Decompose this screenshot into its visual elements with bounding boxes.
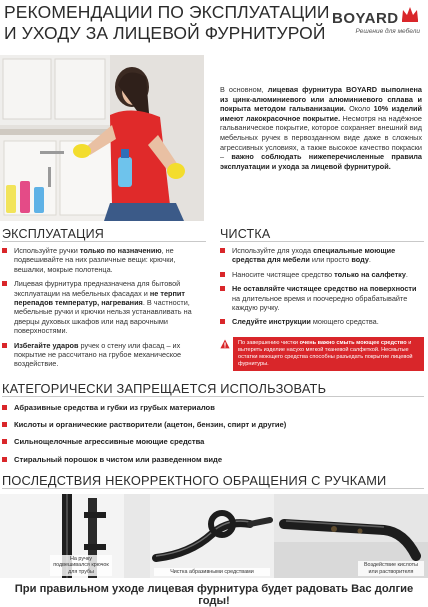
- warning-text: и вытереть изделие насухо мягкой тканевой салфеткой. Несмытые остатки моющего средства способны разъедать покрытие лицевой фурнитуры.: [238, 340, 413, 367]
- item-bold: Следуйте инструкции: [232, 317, 311, 327]
- intro-text-2: Около: [345, 104, 374, 114]
- cleaning-divider: [220, 241, 424, 242]
- damaged-handle-photo-3: [274, 494, 428, 578]
- page-header: [0, 0, 428, 52]
- item-text: или просто: [309, 255, 352, 265]
- consequences-heading: ПОСЛЕДСТВИЯ НЕКОРРЕКТНОГО ОБРАЩЕНИЯ С РУЧКАМИ: [2, 473, 387, 488]
- footer-slogan: При правильном уходе лицевая фурнитура будет радовать Вас долгие годы!: [14, 583, 414, 607]
- item-text: на длительное время и поочередно обрабатывайте каждую ручку.: [232, 293, 408, 313]
- cleaning-warning: [220, 337, 424, 371]
- cleaning-item: [220, 317, 424, 326]
- cleaning-list: [220, 246, 424, 332]
- forbidden-divider: [2, 396, 424, 397]
- exploitation-item: [2, 279, 206, 335]
- crown-icon: [401, 6, 419, 22]
- exploitation-divider: [2, 241, 206, 242]
- forbidden-heading: КАТЕГОРИЧЕСКИ ЗАПРЕЩАЕТСЯ ИСПОЛЬЗОВАТЬ: [2, 381, 327, 396]
- intro-text-3: Несмотря на надёжное гальваническое покрытие, которое сохраняет внешний вид мебельных ручек в первозданном виде даже в сложных агрессивных условиях, а также высокое качество покраски –: [220, 113, 422, 162]
- forbidden-item: Стиральный порошок в чистом или разведенном виде: [2, 454, 422, 465]
- item-bold: не терпит перепадов температур, нагревания: [14, 288, 185, 308]
- item-text: .: [405, 269, 408, 279]
- consequences-divider: [2, 488, 424, 489]
- exploitation-heading: ЭКСПЛУАТАЦИЯ: [2, 227, 105, 241]
- caption-acid: Воздействие кислоты или растворителя: [358, 561, 424, 576]
- exploitation-list: [2, 246, 206, 374]
- damaged-handle-photo-1: [0, 494, 150, 578]
- cleaning-item: [220, 270, 424, 279]
- cleaning-item: [220, 246, 424, 265]
- item-bold: только по назначению: [79, 246, 162, 255]
- forbidden-item: Кислоты и органические растворители (ацетон, бензин, спирт и другие): [2, 419, 422, 430]
- forbidden-item: Абразивные средства и губки из грубых материалов: [2, 402, 422, 413]
- caption-hook: На ручку подвешивался крючок для трубы: [50, 555, 112, 576]
- cleaning-item: [220, 284, 424, 312]
- item-text: ручек о стену или фасад – их покрытие не рассчитано на грубое механическое воздействие.: [14, 340, 182, 369]
- item-text: Лицевая фурнитура предназначена для бытовой эксплуатации на мебельных фасадах и: [14, 279, 181, 298]
- warning-bold: очень важно смыть моющее средство: [299, 340, 407, 346]
- intro-bold-1: лицевая фурнитура BOYARD выполнена из цинк-алюминиевого или алюминиевого сплава и покрыта методом гальванизации.: [220, 85, 422, 114]
- exploitation-item: [2, 246, 206, 274]
- item-bold: только на салфетку: [334, 269, 406, 279]
- item-text: . В частности, мебельные ручки и крючки нельзя устанавливать на дверцы духовых шкафов или над варочными поверхностями.: [14, 298, 192, 336]
- exploitation-item: [2, 341, 206, 369]
- cleaning-woman-photo: [0, 55, 204, 221]
- item-text: Используйте ручки: [14, 246, 80, 255]
- forbidden-list: [2, 402, 422, 471]
- page-title-line2: И УХОДУ ЗА ЛИЦЕВОЙ ФУРНИТУРОЙ: [4, 23, 326, 43]
- item-text: моющего средства.: [310, 317, 379, 327]
- damaged-handle-photo-2: [150, 494, 274, 578]
- page-title-line1: РЕКОМЕНДАЦИИ ПО ЭКСПЛУАТАЦИИ: [4, 2, 330, 22]
- item-bold: Не оставляйте чистящее средство на поверхности: [232, 284, 417, 294]
- caption-abrasive: Чистка абразивными средствами: [154, 568, 270, 576]
- boyard-logo: [332, 6, 420, 36]
- warning-box: [233, 337, 424, 371]
- item-text: Наносите чистящее средство: [232, 269, 335, 279]
- cleaning-heading: ЧИСТКА: [220, 227, 271, 241]
- item-text: Используйте для ухода: [232, 246, 314, 255]
- handle-abrasive-image: [150, 494, 274, 578]
- kitchen-illustration: [0, 55, 204, 221]
- intro-paragraph: [220, 85, 422, 171]
- warning-text: По завершению чистки: [238, 340, 300, 346]
- item-text: , не подвешивайте на них различные вещи: крючки, вешалки, мокрые полотенца.: [14, 246, 176, 274]
- logo-tagline: Решение для мебели: [355, 28, 420, 35]
- item-text: .: [368, 255, 371, 265]
- intro-bold-2: 10% изделий имеют лакокрасочное покрытие.: [220, 104, 423, 123]
- item-bold: воду: [351, 255, 369, 265]
- page-title: [4, 2, 334, 44]
- consequences-gallery: [0, 494, 428, 580]
- intro-bold-3: важно соблюдать нижеперечисленные правила эксплуатации и ухода за лицевой фурнитурой.: [220, 152, 422, 171]
- intro-text-1: В основном,: [220, 85, 268, 94]
- item-bold: Избегайте ударов: [14, 340, 79, 350]
- item-bold: специальные моющие средства для мебели: [232, 246, 396, 265]
- warning-icon: [220, 339, 230, 349]
- logo-wordmark: BOYARD: [332, 10, 399, 27]
- forbidden-item: Сильнощелочные агрессивные моющие средства: [2, 436, 422, 447]
